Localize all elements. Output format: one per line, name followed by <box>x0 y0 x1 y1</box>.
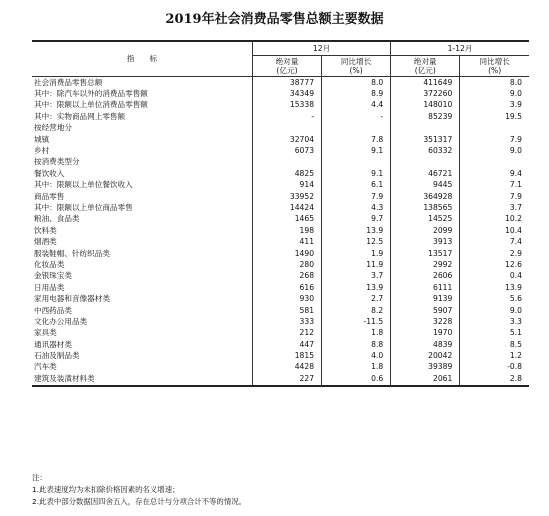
dec-yoy-cell: - <box>322 111 391 122</box>
ytd-abs-cell: 13517 <box>391 248 460 259</box>
dec-yoy-cell: 8.8 <box>322 339 391 350</box>
row-label: 化妆品类 <box>34 259 65 269</box>
dec-yoy-cell <box>322 123 391 134</box>
dec-abs-cell: 914 <box>252 180 321 191</box>
ytd-abs-cell: 39389 <box>391 362 460 373</box>
table-row <box>32 282 529 293</box>
header-row-groups <box>32 41 529 56</box>
ytd-abs-cell: 85239 <box>391 111 460 122</box>
ytd-abs-cell: 2606 <box>391 271 460 282</box>
ytd-abs-cell: 148010 <box>391 100 460 111</box>
footnote-line: 2.此表中部分数据因四舍五入，存在总计与分项合计不等的情况。 <box>32 497 246 506</box>
ytd-abs-cell <box>391 123 460 134</box>
dec-yoy-cell: 8.9 <box>322 88 391 99</box>
dec-abs-cell: 32704 <box>252 134 321 145</box>
dec-abs-cell: 38777 <box>252 77 321 89</box>
dec-abs-cell: 4825 <box>252 168 321 179</box>
dec-yoy-cell: 8.0 <box>322 77 391 89</box>
row-label: 乡村 <box>34 146 50 156</box>
ytd-yoy-cell: 19.5 <box>460 111 529 122</box>
dec-abs-cell: 581 <box>252 305 321 316</box>
dec-yoy-cell: 4.0 <box>322 350 391 361</box>
abs-unit: (亿元) <box>414 66 436 75</box>
ytd-yoy-cell <box>460 157 529 168</box>
ytd-yoy-cell: 5.6 <box>460 293 529 304</box>
dec-abs-cell: 6073 <box>252 145 321 156</box>
ytd-yoy-cell: 8.0 <box>460 77 529 89</box>
ytd-yoy-cell: 12.6 <box>460 259 529 270</box>
row-label: 商品零售 <box>34 191 65 201</box>
ytd-abs-cell: 1970 <box>391 328 460 339</box>
ytd-yoy-cell: 7.1 <box>460 180 529 191</box>
table-row <box>32 316 529 327</box>
ytd-abs-cell: 138565 <box>391 202 460 213</box>
dec-yoy-cell: 0.6 <box>322 373 391 385</box>
dec-yoy-header <box>322 56 391 77</box>
dec-yoy-cell: 4.3 <box>322 202 391 213</box>
ytd-yoy-cell: 3.9 <box>460 100 529 111</box>
ytd-yoy-cell: 3.3 <box>460 316 529 327</box>
dec-yoy-cell: 8.2 <box>322 305 391 316</box>
dec-abs-header <box>252 56 321 77</box>
dec-abs-cell: 333 <box>252 316 321 327</box>
ytd-abs-cell: 3228 <box>391 316 460 327</box>
table-row <box>32 350 529 361</box>
dec-yoy-cell: 11.9 <box>322 259 391 270</box>
abs-unit: (亿元) <box>276 66 298 75</box>
dec-yoy-cell: 13.9 <box>322 225 391 236</box>
yoy-label: 同比增长 <box>479 57 510 66</box>
dec-abs-cell: 34349 <box>252 88 321 99</box>
ytd-group-header: 1-12月 <box>391 41 529 56</box>
ytd-yoy-cell: 10.4 <box>460 225 529 236</box>
ytd-yoy-cell: 3.7 <box>460 202 529 213</box>
ytd-abs-cell: 20042 <box>391 350 460 361</box>
ytd-yoy-cell: 9.4 <box>460 168 529 179</box>
table-row <box>32 339 529 350</box>
dec-abs-cell: 447 <box>252 339 321 350</box>
dec-yoy-cell: 1.8 <box>322 362 391 373</box>
abs-label: 绝对量 <box>275 57 299 66</box>
dec-abs-cell: 227 <box>252 373 321 385</box>
dec-abs-cell: 268 <box>252 271 321 282</box>
dec-yoy-cell: 7.8 <box>322 134 391 145</box>
dec-abs-cell: - <box>252 111 321 122</box>
row-label: 其中：限额以上单位商品零售 <box>34 202 133 212</box>
yoy-label: 同比增长 <box>340 57 372 66</box>
table-row <box>32 328 529 339</box>
ytd-abs-cell: 351317 <box>391 134 460 145</box>
yoy-unit: (%) <box>349 66 363 75</box>
ytd-yoy-cell: -0.8 <box>460 362 529 373</box>
row-label: 其中：除汽车以外的消费品零售额 <box>34 89 148 99</box>
dec-yoy-cell: 9.1 <box>322 145 391 156</box>
table-row <box>32 145 529 156</box>
row-label: 粮油、食品类 <box>34 214 80 224</box>
ytd-yoy-cell: 7.9 <box>460 134 529 145</box>
dec-yoy-cell: 6.1 <box>322 180 391 191</box>
ytd-abs-header <box>391 56 460 77</box>
table-row <box>32 362 529 373</box>
ytd-yoy-cell: 9.0 <box>460 145 529 156</box>
dec-yoy-cell <box>322 157 391 168</box>
ytd-abs-cell: 2992 <box>391 259 460 270</box>
row-label: 社会消费品零售总额 <box>34 77 103 87</box>
dec-yoy-cell: 9.1 <box>322 168 391 179</box>
dec-yoy-cell: 4.4 <box>322 100 391 111</box>
ytd-yoy-cell: 7.9 <box>460 191 529 202</box>
dec-abs-cell: 411 <box>252 236 321 247</box>
ytd-yoy-cell: 0.4 <box>460 271 529 282</box>
footnotes <box>32 472 246 508</box>
dec-yoy-cell: 3.7 <box>322 271 391 282</box>
table-row <box>32 202 529 213</box>
table-row <box>32 373 529 385</box>
row-label: 其中：限额以上单位消费品零售额 <box>34 100 148 110</box>
indicator-header: 指 标 <box>32 41 252 77</box>
table-row <box>32 259 529 270</box>
ytd-yoy-header <box>460 56 529 77</box>
dec-abs-cell: 33952 <box>252 191 321 202</box>
dec-abs-cell: 1815 <box>252 350 321 361</box>
ytd-yoy-cell: 7.4 <box>460 236 529 247</box>
ytd-abs-cell: 6111 <box>391 282 460 293</box>
row-label: 中西药品类 <box>34 305 72 315</box>
ytd-abs-cell: 46721 <box>391 168 460 179</box>
table-row <box>32 180 529 191</box>
ytd-abs-cell: 9139 <box>391 293 460 304</box>
row-label: 石油及制品类 <box>34 351 80 361</box>
dec-yoy-cell: 2.7 <box>322 293 391 304</box>
dec-yoy-cell: 9.7 <box>322 214 391 225</box>
row-label: 其中：实物商品网上零售额 <box>34 111 126 121</box>
ytd-abs-cell: 2099 <box>391 225 460 236</box>
row-label: 通讯器材类 <box>34 339 72 349</box>
ytd-yoy-cell: 1.2 <box>460 350 529 361</box>
december-group-header: 12月 <box>252 41 390 56</box>
row-label: 按消费类型分 <box>34 157 80 167</box>
dec-abs-cell: 198 <box>252 225 321 236</box>
dec-abs-cell <box>252 157 321 168</box>
dec-abs-cell: 1490 <box>252 248 321 259</box>
ytd-yoy-cell: 2.8 <box>460 373 529 385</box>
row-label: 烟酒类 <box>34 237 57 247</box>
table-row <box>32 293 529 304</box>
table-row <box>32 77 529 89</box>
ytd-abs-cell: 5907 <box>391 305 460 316</box>
data-table <box>32 40 529 387</box>
ytd-abs-cell: 411649 <box>391 77 460 89</box>
table-header <box>32 41 529 77</box>
row-label: 日用品类 <box>34 282 65 292</box>
ytd-yoy-cell: 5.1 <box>460 328 529 339</box>
ytd-yoy-cell: 9.0 <box>460 88 529 99</box>
dec-abs-cell: 14424 <box>252 202 321 213</box>
row-label: 按经营地分 <box>34 123 72 133</box>
row-label: 金银珠宝类 <box>34 271 72 281</box>
row-label: 汽车类 <box>34 362 57 372</box>
table-row <box>32 88 529 99</box>
ytd-abs-cell: 2061 <box>391 373 460 385</box>
row-label: 文化办公用品类 <box>34 316 88 326</box>
table-row <box>32 134 529 145</box>
dec-yoy-cell: 1.8 <box>322 328 391 339</box>
row-label: 饮料类 <box>34 225 57 235</box>
ytd-yoy-cell: 13.9 <box>460 282 529 293</box>
table-row <box>32 123 529 134</box>
table-row <box>32 271 529 282</box>
ytd-abs-cell: 60332 <box>391 145 460 156</box>
dec-abs-cell <box>252 123 321 134</box>
footnote-line: 注： <box>32 473 47 482</box>
table-body <box>32 77 529 386</box>
table-row <box>32 214 529 225</box>
table-row <box>32 100 529 111</box>
row-label: 城镇 <box>34 134 50 144</box>
ytd-yoy-cell <box>460 123 529 134</box>
dec-yoy-cell: 12.5 <box>322 236 391 247</box>
table-row <box>32 225 529 236</box>
table-row <box>32 248 529 259</box>
row-label: 其中：限额以上单位餐饮收入 <box>34 180 133 190</box>
abs-label: 绝对量 <box>413 57 437 66</box>
table-row <box>32 191 529 202</box>
ytd-yoy-cell: 9.0 <box>460 305 529 316</box>
dec-abs-cell: 1465 <box>252 214 321 225</box>
ytd-abs-cell: 364928 <box>391 191 460 202</box>
page-title: 2019年社会消费品零售总额主要数据 <box>165 12 384 27</box>
table-row <box>32 236 529 247</box>
ytd-abs-cell: 372260 <box>391 88 460 99</box>
dec-abs-cell: 4428 <box>252 362 321 373</box>
table-row <box>32 305 529 316</box>
footnote-line: 1.此表速度均为未扣除价格因素的名义增速； <box>32 485 180 494</box>
dec-abs-cell: 930 <box>252 293 321 304</box>
ytd-abs-cell: 4839 <box>391 339 460 350</box>
row-label: 服装鞋帽、针纺织品类 <box>34 248 110 258</box>
table-row <box>32 111 529 122</box>
table-row <box>32 168 529 179</box>
dec-yoy-cell: 13.9 <box>322 282 391 293</box>
ytd-abs-cell <box>391 157 460 168</box>
row-label: 家用电器和音像器材类 <box>34 294 110 304</box>
ytd-yoy-cell: 2.9 <box>460 248 529 259</box>
table-row <box>32 157 529 168</box>
dec-yoy-cell: 7.9 <box>322 191 391 202</box>
ytd-abs-cell: 14525 <box>391 214 460 225</box>
dec-yoy-cell: -11.5 <box>322 316 391 327</box>
dec-yoy-cell: 1.9 <box>322 248 391 259</box>
dec-abs-cell: 280 <box>252 259 321 270</box>
row-label: 建筑及装潢材料类 <box>32 373 252 385</box>
dec-abs-cell: 212 <box>252 328 321 339</box>
ytd-yoy-cell: 8.5 <box>460 339 529 350</box>
dec-abs-cell: 15338 <box>252 100 321 111</box>
dec-abs-cell: 616 <box>252 282 321 293</box>
ytd-yoy-cell: 10.2 <box>460 214 529 225</box>
yoy-unit: (%) <box>488 66 502 75</box>
row-label: 餐饮收入 <box>34 168 65 178</box>
ytd-abs-cell: 9445 <box>391 180 460 191</box>
row-label: 家具类 <box>34 328 57 338</box>
ytd-abs-cell: 3913 <box>391 236 460 247</box>
